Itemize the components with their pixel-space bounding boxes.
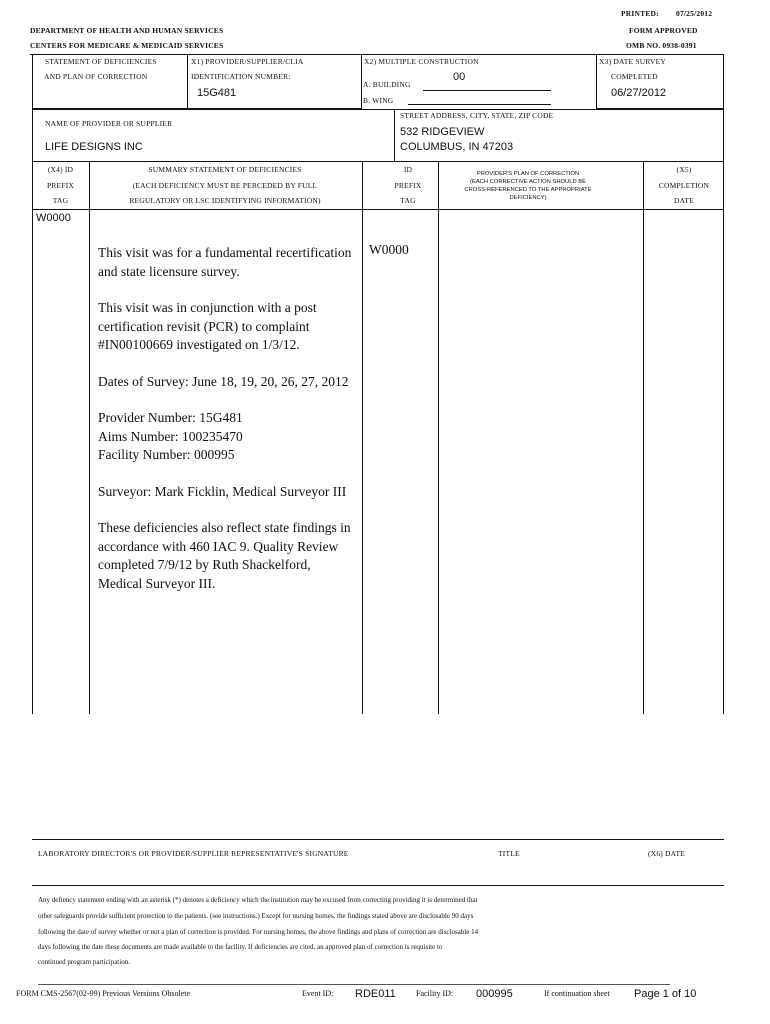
x4-header-2: PREFIX — [46, 181, 75, 190]
provider-id-value: 15G481 — [197, 87, 237, 99]
signature-top-rule — [32, 839, 724, 840]
city-state-zip: COLUMBUS, IN 47203 — [400, 141, 514, 153]
event-id-value: RDE011 — [355, 988, 396, 1000]
provider-name-label: NAME OF PROVIDER OR SUPPLIER — [45, 119, 173, 128]
x5-header-3: DATE — [674, 196, 694, 205]
wing-label: B. WING — [363, 96, 394, 105]
id-header-2: PREFIX — [394, 181, 422, 190]
event-id-label: Event ID: — [302, 989, 334, 998]
signature-date-label: (X6) DATE — [648, 849, 686, 858]
building-label: A. BUILDING — [363, 80, 411, 89]
plan-header-1: PROVIDER'S PLAN OF CORRECTION — [476, 171, 580, 177]
x3-label-1: X3) DATE SURVEY — [599, 57, 666, 66]
col-line-summary — [362, 161, 363, 714]
col-line-id — [438, 161, 439, 714]
tag-prefix-left: W0000 — [36, 212, 71, 224]
deficiency-summary — [98, 244, 358, 611]
disclaimer-line-1: Any defiency statement ending with an asterisk (*) denotes a deficiency which the institution may be excused from correcting providing it is determined that — [38, 896, 478, 904]
paragraph-surveyor: Surveyor: Mark Ficklin, Medical Surveyor III — [98, 483, 347, 499]
centers-title: CENTERS FOR MEDICARE & MEDICAID SERVICES — [30, 41, 224, 50]
x1-label-1: X1) PROVIDER/SUPPLIER/CLIA — [191, 57, 304, 66]
header-right-rule — [723, 54, 724, 109]
paragraph-visit: This visit was for a fundamental recertification and state licensure survey. — [98, 245, 352, 279]
provider-name: LIFE DESIGNS INC — [45, 141, 143, 153]
statement-label-1: STATEMENT OF DEFICIENCIES — [45, 57, 157, 66]
x4-header-1: (X4) ID — [47, 165, 74, 174]
continuation-sheet-label: If continuation sheet — [544, 989, 610, 998]
id-header-3: TAG — [400, 196, 416, 205]
col-line-right — [723, 161, 724, 714]
title-label: TITLE — [498, 849, 520, 858]
columns-bottom-rule — [32, 209, 724, 210]
paragraph-numbers: Provider Number: 15G481 Aims Number: 100235470 Facility Number: 000995 — [98, 410, 243, 462]
signature-bottom-rule — [32, 885, 724, 886]
name-divider — [394, 109, 395, 161]
name-right-rule — [723, 109, 724, 161]
header-left-rule — [32, 54, 33, 109]
disclaimer-line-5: continued program participation. — [38, 958, 130, 966]
x2-divider — [361, 54, 362, 109]
printed-label: PRINTED: — [621, 9, 659, 18]
name-left-rule — [32, 109, 33, 161]
paragraph-dates: Dates of Survey: June 18, 19, 20, 26, 27, 2012 — [98, 373, 349, 389]
street-address: 532 RIDGEVIEW — [400, 126, 485, 138]
col-line-plan — [643, 161, 644, 714]
plan-header-2: (EACH CORRECTIVE ACTION SHOULD BE — [470, 179, 586, 185]
summary-header-2: (EACH DEFICIENCY MUST BE PERCEDED BY FULL — [132, 181, 318, 190]
plan-header-4: DEFICIENCY) — [509, 195, 547, 201]
form-approved: FORM APPROVED — [629, 26, 698, 35]
x2-label: X2) MULTIPLE CONSTRUCTION — [364, 57, 479, 66]
department-title: DEPARTMENT OF HEALTH AND HUMAN SERVICES — [30, 26, 224, 35]
printed-date: 07/25/2012 — [676, 9, 713, 18]
plan-header-3: CROSS-REFERENCED TO THE APPROPRIATE — [464, 187, 592, 193]
x1-divider — [187, 54, 188, 109]
disclaimer-line-2: other safeguards provide sufficient protection to the patients. (see instructions.) Except for nursing homes, the findings stated above are disclosable 90 days — [38, 912, 474, 920]
building-underline — [423, 90, 551, 91]
page-number: Page 1 of 10 — [634, 988, 697, 1000]
x1-label-2: IDENTIFICATION NUMBER: — [191, 72, 291, 81]
street-address-label: STREET ADDRESS, CITY, STATE, ZIP CODE — [400, 111, 554, 120]
name-top-rule — [32, 109, 724, 110]
x3-divider — [596, 54, 597, 109]
date-survey-completed: 06/27/2012 — [611, 87, 667, 99]
wing-underline — [408, 104, 551, 105]
tag-prefix-right: W0000 — [369, 242, 409, 257]
summary-header-1: SUMMARY STATEMENT OF DEFICIENCIES — [148, 165, 302, 174]
id-header-1: ID — [403, 165, 413, 174]
facility-id-value: 000995 — [476, 988, 513, 1000]
disclaimer-line-3: following the date of survey whether or not a plan of correction is provided. For nursing homes, the above findings and plans of correction are disclosable 14 — [38, 928, 479, 936]
form-number: FORM CMS-2567(02-99) Previous Versions Obsolete — [16, 989, 191, 998]
summary-header-3: REGULATORY OR LSC IDENTIFYING INFORMATION) — [129, 196, 321, 205]
disclaimer-line-4: days following the date these documents are made available to the facility. If deficiencies are cited, an approved plan of correction is requisite to — [38, 943, 443, 951]
paragraph-state-findings: These deficiencies also reflect state findings in accordance with 460 IAC 9. Quality Review completed 7/9/12 by Ruth Shackelford, Medical Surveyor III. — [98, 520, 351, 591]
lab-director-signature-label: LABORATORY DIRECTOR'S OR PROVIDER/SUPPLIER REPRESENTATIVE'S SIGNATURE — [38, 849, 349, 858]
header-top-rule — [30, 54, 724, 55]
building-value: 00 — [453, 71, 466, 83]
footer-rule — [38, 984, 670, 985]
x3-label-2: COMPLETED — [611, 72, 658, 81]
col-line-left — [32, 161, 33, 714]
statement-label-2: AND PLAN OF CORRECTION — [44, 72, 148, 81]
facility-id-label: Facility ID: — [416, 989, 454, 998]
x5-header-1: (X5) — [676, 165, 692, 174]
columns-top-rule — [32, 161, 724, 162]
x5-header-2: COMPLETION — [658, 181, 710, 190]
col-line-x4 — [89, 161, 90, 714]
paragraph-pcr: This visit was in conjunction with a post certification revisit (PCR) to complaint #IN00100669 investigated on 1/3/12. — [98, 300, 317, 352]
x4-header-3: TAG — [52, 196, 69, 205]
omb-number: OMB NO. 0938-0391 — [626, 41, 697, 50]
